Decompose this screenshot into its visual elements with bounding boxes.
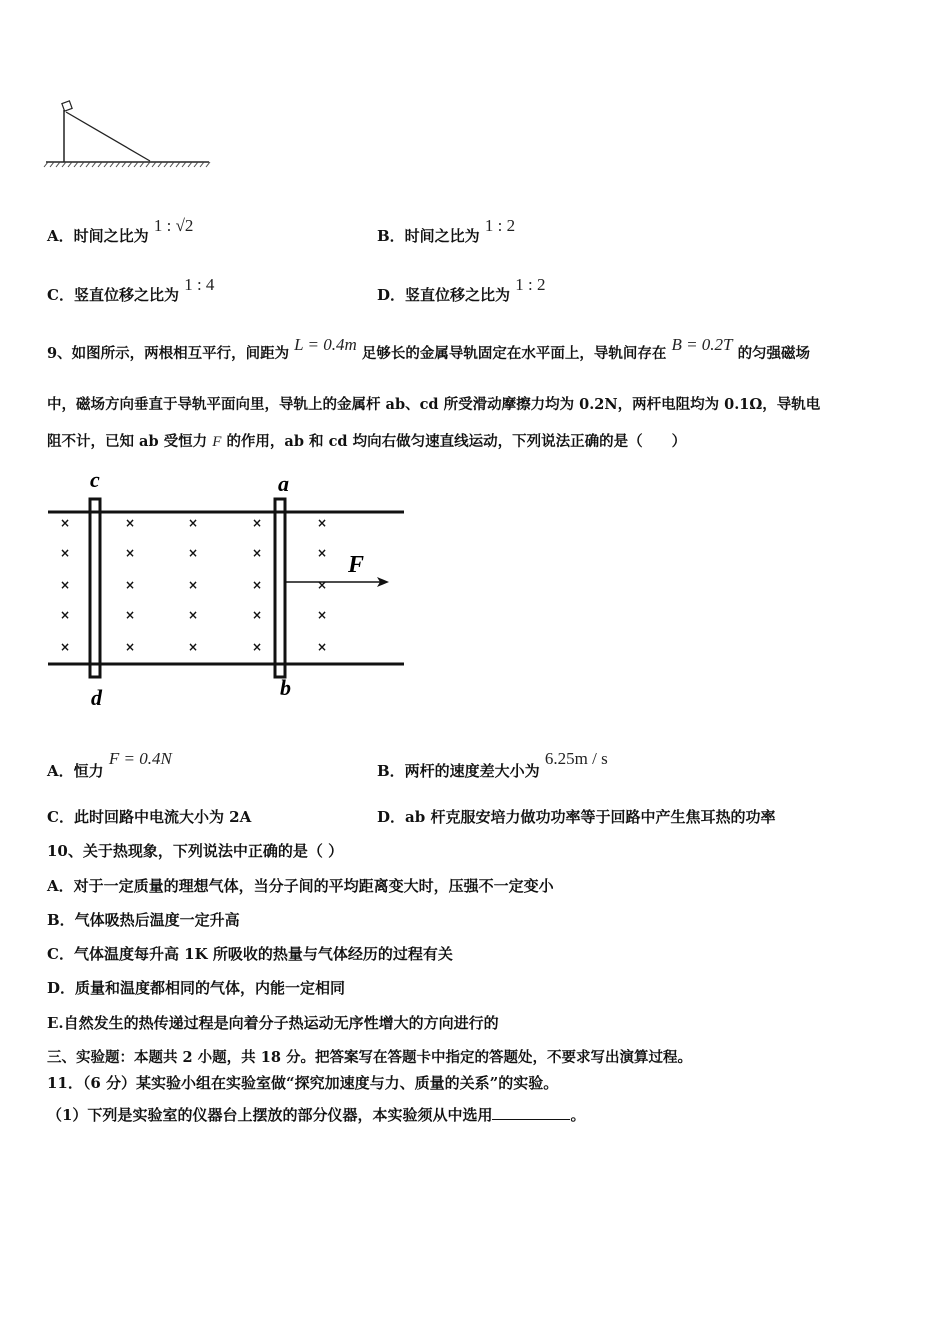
- option-c: [47, 275, 215, 305]
- field-mark: ×: [124, 640, 136, 654]
- q9-line3-a: 阻不计，已知 ab 受恒力: [47, 433, 208, 450]
- field-mark: ×: [251, 608, 263, 622]
- field-mark: ×: [187, 578, 199, 592]
- option-b: [377, 216, 516, 246]
- q9-math-B: B = 0.2T: [671, 335, 733, 354]
- q9-line3: [47, 430, 686, 451]
- field-mark: ×: [59, 516, 71, 530]
- field-mark: ×: [59, 640, 71, 654]
- q9-option-a: [47, 749, 172, 781]
- q9-line3-b: 的作用，ab 和 cd 均向右做匀速直线运动，下列说法正确的是（ ）: [226, 433, 687, 450]
- field-mark: ×: [59, 546, 71, 560]
- rod-cd: [90, 499, 100, 677]
- label-b: b: [280, 675, 291, 700]
- option-c-label: C．竖直位移之比为: [47, 286, 179, 304]
- field-mark: ×: [124, 546, 136, 560]
- field-mark: ×: [251, 546, 263, 560]
- q9-option-b: [377, 749, 608, 781]
- field-mark: ×: [316, 608, 328, 622]
- q10-option-c: C．气体温度每升高 1K 所吸收的热量与气体经历的过程有关: [47, 945, 453, 963]
- q9-option-b-math: 6.25m / s: [544, 749, 608, 768]
- rod-ab: [275, 499, 285, 677]
- q9-line1-b: 足够长的金属导轨固定在水平面上，导轨间存在: [361, 345, 667, 362]
- q10-option-b: B．气体吸热后温度一定升高: [47, 911, 240, 929]
- label-a: a: [278, 471, 289, 496]
- q9-option-a-math: F = 0.4N: [108, 749, 172, 768]
- option-c-math: 1 : 4: [184, 275, 215, 294]
- q11-part1: [47, 1104, 585, 1125]
- option-a: [47, 216, 194, 246]
- q9-option-c: C．此时回路中电流大小为 2A: [47, 808, 252, 826]
- label-F: F: [348, 552, 365, 578]
- option-d-math: 1 : 2: [515, 275, 546, 294]
- option-a-label: A．时间之比为: [47, 227, 149, 245]
- rail-figure: [44, 465, 414, 715]
- q11-stem: 11．（6 分）某实验小组在实验室做“探究加速度与力、质量的关系”的实验。: [47, 1074, 559, 1092]
- q10-option-e: E.自然发生的热传递过程是向着分子热运动无序性增大的方向进行的: [47, 1014, 499, 1032]
- label-d: d: [91, 685, 102, 710]
- option-b-label: B．时间之比为: [377, 227, 480, 245]
- field-mark: ×: [59, 578, 71, 592]
- field-mark: ×: [124, 608, 136, 622]
- q9-line2: 中，磁场方向垂直于导轨平面向里，导轨上的金属杆 ab、cd 所受滑动摩擦力均为 0.2N，两杆电阻均为 0.1Ω，导轨电: [47, 396, 821, 413]
- q9-math-L: L = 0.4m: [294, 335, 357, 354]
- option-a-math: 1 : √2: [153, 216, 194, 235]
- q9-option-b-label: B．两杆的速度差大小为: [377, 762, 540, 780]
- field-mark: ×: [316, 516, 328, 530]
- q9-math-F: F: [212, 434, 222, 450]
- q9-line1-a: 9、如图所示，两根相互平行，间距为: [47, 345, 290, 362]
- field-mark: ×: [251, 640, 263, 654]
- option-d: [377, 275, 546, 305]
- field-mark: ×: [251, 578, 263, 592]
- answer-blank[interactable]: [492, 1107, 570, 1120]
- option-d-label: D．竖直位移之比为: [377, 286, 511, 304]
- field-mark: ×: [124, 516, 136, 530]
- field-mark: ×: [187, 516, 199, 530]
- option-b-math: 1 : 2: [484, 216, 516, 235]
- q10-stem: 10、关于热现象，下列说法中正确的是（ ）: [47, 842, 344, 860]
- field-mark: ×: [316, 546, 328, 560]
- field-mark: ×: [316, 640, 328, 654]
- q11-part1-end: 。: [570, 1106, 586, 1124]
- label-c: c: [90, 467, 100, 492]
- field-mark: ×: [187, 640, 199, 654]
- q9-option-a-label: A．恒力: [47, 762, 104, 780]
- field-mark: ×: [316, 578, 328, 592]
- incline-figure: [44, 100, 214, 170]
- field-mark: ×: [251, 516, 263, 530]
- q9-option-d: D．ab 杆克服安培力做功功率等于回路中产生焦耳热的功率: [377, 808, 776, 826]
- field-mark: ×: [187, 608, 199, 622]
- q9-line1-c: 的匀强磁场: [737, 345, 811, 362]
- q9-line1: [47, 335, 811, 363]
- field-mark: ×: [59, 608, 71, 622]
- field-mark: ×: [124, 578, 136, 592]
- q10-option-a: A．对于一定质量的理想气体，当分子间的平均距离变大时，压强不一定变小: [47, 877, 554, 895]
- section3-heading: 三、实验题：本题共 2 小题，共 18 分。把答案写在答题卡中指定的答题处，不要求写出演算过程。: [47, 1049, 692, 1066]
- field-mark: ×: [187, 546, 199, 560]
- q10-option-d: D．质量和温度都相同的气体，内能一定相同: [47, 979, 346, 997]
- q11-part1-text: （1）下列是实验室的仪器台上摆放的部分仪器，本实验须从中选用: [47, 1106, 493, 1124]
